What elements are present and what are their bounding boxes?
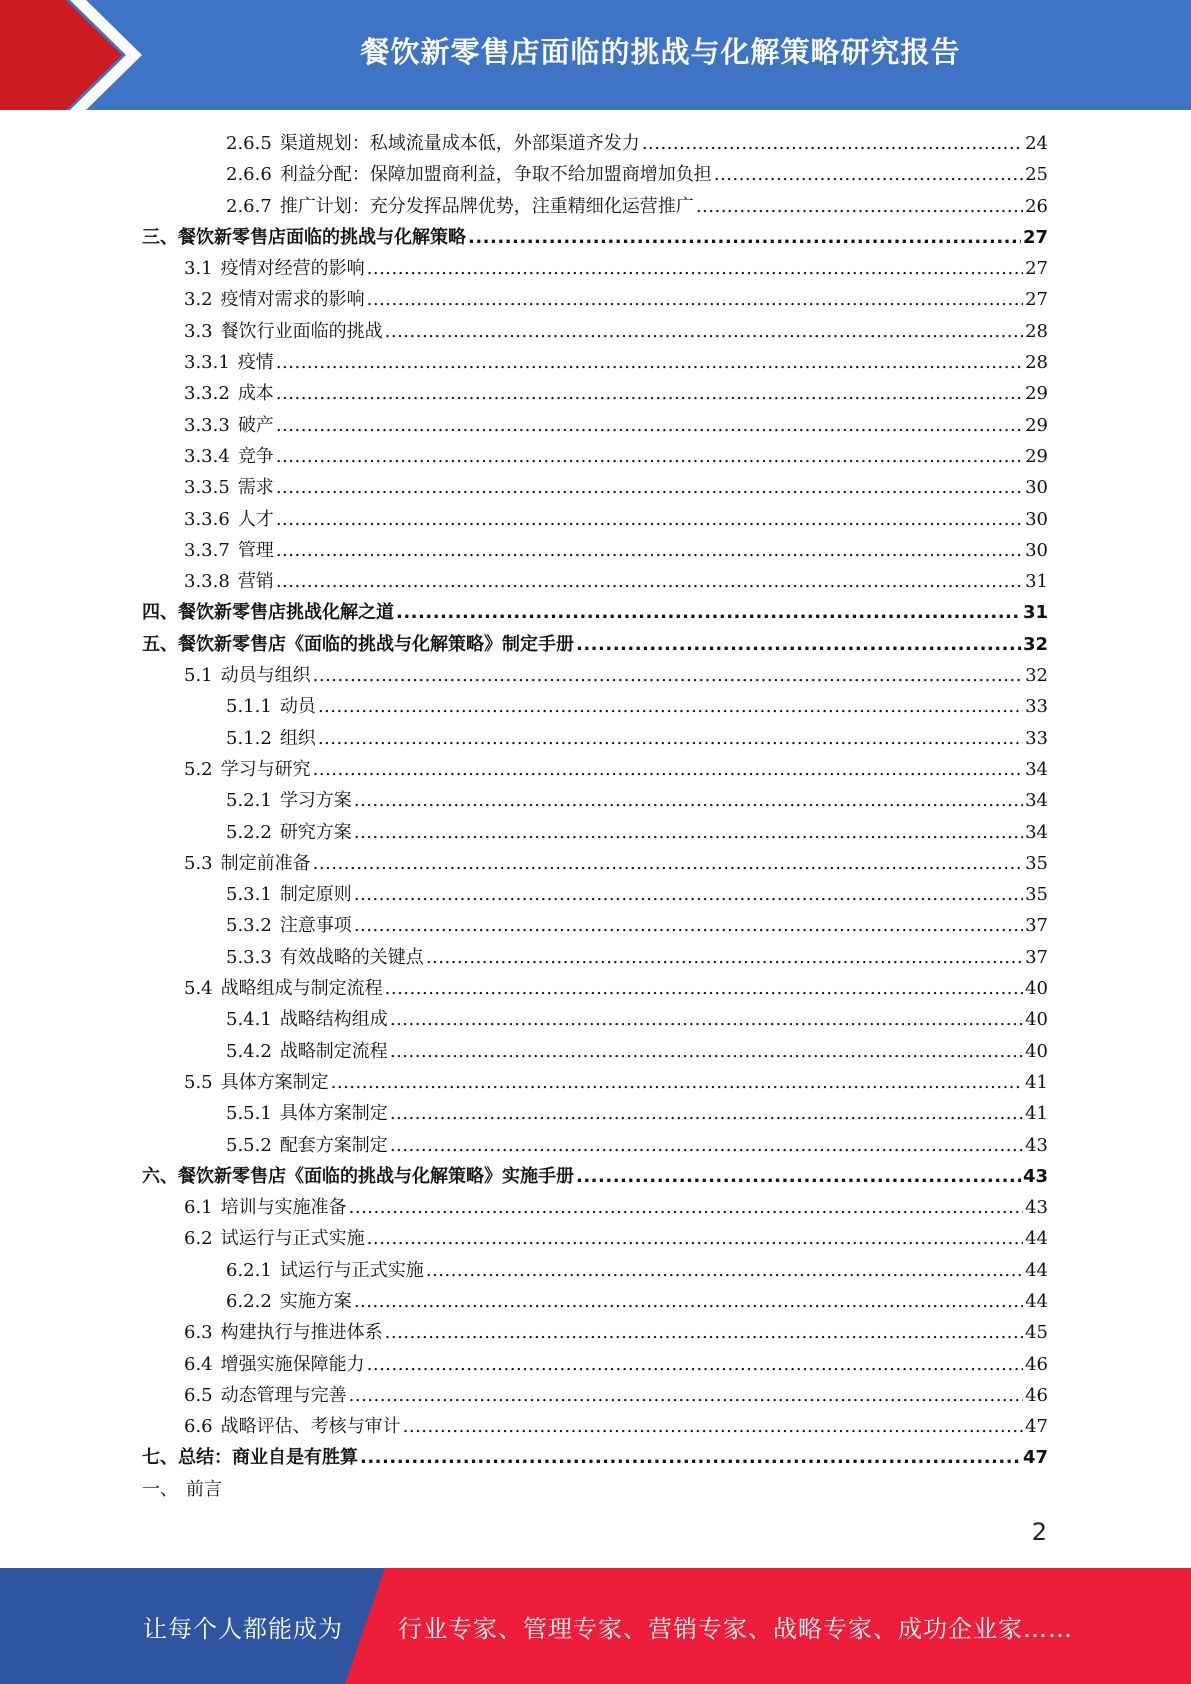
toc-entry-number: 6.1 — [184, 1197, 213, 1219]
toc-dot-leader — [385, 1317, 1023, 1348]
toc-entry-page: 29 — [1025, 414, 1048, 436]
toc-dot-leader — [354, 1286, 1023, 1317]
toc-entry-title: 有效战略的关键点 — [279, 946, 424, 968]
toc-entry[interactable] — [142, 1380, 1048, 1411]
toc-entry-page: 47 — [1025, 1416, 1048, 1438]
page-header — [0, 0, 1191, 110]
toc-entry-number: 五、 — [142, 633, 178, 655]
toc-entry-title: 组织 — [279, 727, 316, 749]
toc-entry[interactable] — [142, 1130, 1048, 1161]
toc-entry-page: 46 — [1025, 1384, 1048, 1406]
toc-entry-number: 3.2 — [184, 289, 213, 311]
toc-entry-title: 破产 — [237, 414, 274, 436]
toc-dot-leader — [354, 817, 1023, 848]
toc-dot-leader — [360, 1442, 1021, 1473]
toc-entry[interactable] — [142, 754, 1048, 785]
toc-dot-leader — [385, 973, 1023, 1004]
toc-entry-title: 利益分配：保障加盟商利益，争取不给加盟商增加负担 — [279, 164, 712, 186]
toc-entry-title: 战略结构组成 — [279, 1009, 388, 1031]
toc-dot-leader — [276, 504, 1023, 535]
toc-dot-leader — [349, 1192, 1023, 1223]
toc-dot-leader — [318, 691, 1023, 722]
toc-entry-number: 2.6.7 — [226, 195, 272, 217]
footer-slogan-left: 让每个人都能成为 — [143, 1614, 343, 1643]
toc-entry-number: 六、 — [142, 1165, 178, 1187]
toc-entry-number: 5.3.2 — [226, 915, 272, 937]
toc-entry-title: 需求 — [237, 477, 274, 499]
toc-dot-leader — [349, 1380, 1023, 1411]
toc-entry[interactable] — [142, 535, 1048, 566]
toc-entry-title: 研究方案 — [279, 821, 352, 843]
toc-entry-number: 5.2.1 — [226, 790, 272, 812]
toc-entry-page: 44 — [1025, 1228, 1048, 1250]
table-of-contents — [142, 128, 1048, 1505]
toc-entry-title: 培训与实施准备 — [220, 1197, 347, 1219]
toc-entry-number: 3.1 — [184, 258, 213, 280]
toc-entry-number: 3.3.3 — [184, 414, 230, 436]
toc-entry-page: 29 — [1025, 383, 1048, 405]
toc-entry-title: 人才 — [237, 508, 274, 530]
toc-entry[interactable] — [142, 1192, 1048, 1223]
toc-dot-leader — [367, 1223, 1023, 1254]
toc-entry-title: 注意事项 — [279, 915, 352, 937]
toc-entry-page: 35 — [1025, 852, 1048, 874]
toc-dot-leader — [576, 1161, 1021, 1192]
toc-entry-number: 3.3.5 — [184, 477, 230, 499]
toc-entry-number: 6.2 — [184, 1228, 213, 1250]
toc-entry-title: 增强实施保障能力 — [220, 1353, 365, 1375]
toc-entry-title: 动态管理与完善 — [220, 1384, 347, 1406]
toc-entry-title: 竞争 — [237, 445, 274, 467]
toc-entry-page: 37 — [1025, 915, 1048, 937]
toc-entry-title: 管理 — [237, 539, 274, 561]
toc-entry-number: 七、 — [142, 1447, 178, 1469]
toc-entry[interactable] — [142, 566, 1048, 597]
toc-entry-page: 31 — [1022, 602, 1048, 624]
toc-entry-number: 5.2.2 — [226, 821, 272, 843]
toc-entry-page: 27 — [1025, 258, 1048, 280]
toc-entry-page: 31 — [1025, 571, 1048, 593]
toc-entry-number: 5.5 — [184, 1071, 213, 1093]
toc-entry-number: 6.5 — [184, 1384, 213, 1406]
toc-entry-title: 餐饮新零售店面临的挑战与化解策略 — [178, 226, 466, 248]
toc-dot-leader — [354, 879, 1023, 910]
toc-entry[interactable] — [142, 191, 1048, 222]
toc-dot-leader — [276, 347, 1023, 378]
toc-entry-page: 34 — [1025, 821, 1048, 843]
page-footer — [0, 1568, 1191, 1684]
toc-entry-title: 餐饮新零售店《面临的挑战与化解策略》制定手册 — [178, 633, 574, 655]
toc-entry-number: 6.2.1 — [226, 1259, 272, 1281]
toc-entry-page: 26 — [1025, 195, 1048, 217]
toc-dot-leader — [403, 1411, 1023, 1442]
toc-entry-number: 5.4.1 — [226, 1009, 272, 1031]
toc-entry-number: 5.1.2 — [226, 727, 272, 749]
toc-entry-page: 32 — [1022, 633, 1048, 655]
toc-dot-leader — [276, 410, 1023, 441]
toc-entry-page: 34 — [1025, 758, 1048, 780]
toc-entry[interactable] — [142, 691, 1048, 722]
toc-entry-number: 3.3 — [184, 320, 213, 342]
toc-entry[interactable] — [142, 879, 1048, 910]
toc-entry-page: 34 — [1025, 790, 1048, 812]
toc-entry[interactable] — [142, 1286, 1048, 1317]
toc-entry-number: 三、 — [142, 226, 178, 248]
toc-entry-page: 44 — [1025, 1290, 1048, 1312]
toc-entry-title: 学习方案 — [279, 790, 352, 812]
toc-dot-leader — [318, 723, 1023, 754]
toc-entry-page: 28 — [1025, 320, 1048, 342]
toc-entry-number: 3.3.2 — [184, 383, 230, 405]
toc-entry-number: 2.6.6 — [226, 164, 272, 186]
toc-entry[interactable] — [142, 1098, 1048, 1129]
toc-entry-title: 制定前准备 — [220, 852, 311, 874]
toc-entry-number: 3.3.7 — [184, 539, 230, 561]
toc-entry[interactable] — [142, 253, 1048, 284]
toc-entry-page: 46 — [1025, 1353, 1048, 1375]
toc-dot-leader — [354, 785, 1023, 816]
toc-entry-page: 30 — [1025, 508, 1048, 530]
toc-entry-page: 24 — [1025, 133, 1048, 154]
toc-entry-title: 具体方案制定 — [279, 1103, 388, 1125]
toc-dot-leader — [426, 1255, 1023, 1286]
toc-dot-leader — [576, 629, 1021, 660]
toc-entry-number: 6.4 — [184, 1353, 213, 1375]
footer-slogan-right: 行业专家、管理专家、营销专家、战略专家、成功企业家…… — [398, 1614, 1073, 1643]
toc-entry-page: 32 — [1025, 665, 1048, 687]
toc-entry[interactable] — [142, 1004, 1048, 1035]
toc-dot-leader — [426, 942, 1023, 973]
toc-entry[interactable] — [142, 910, 1048, 941]
toc-entry-page: 29 — [1025, 445, 1048, 467]
toc-entry[interactable] — [142, 284, 1048, 315]
toc-entry-title: 餐饮行业面临的挑战 — [220, 320, 383, 342]
toc-entry-number: 3.3.1 — [184, 352, 230, 374]
toc-entry-page: 43 — [1022, 1165, 1048, 1187]
toc-entry-page: 27 — [1022, 226, 1048, 248]
toc-dot-leader — [367, 1349, 1023, 1380]
toc-entry[interactable] — [142, 347, 1048, 378]
toc-entry-title: 动员 — [279, 696, 316, 718]
toc-entry-page: 47 — [1022, 1447, 1048, 1469]
toc-entry[interactable] — [142, 597, 1048, 628]
toc-entry-page: 40 — [1025, 978, 1048, 1000]
toc-dot-leader — [313, 660, 1023, 691]
page-number: 2 — [1031, 1518, 1047, 1546]
toc-entry[interactable] — [142, 410, 1048, 441]
toc-entry-page: 45 — [1025, 1322, 1048, 1344]
toc-entry[interactable] — [142, 1067, 1048, 1098]
toc-entry-number: 3.3.4 — [184, 445, 230, 467]
toc-dot-leader — [276, 441, 1023, 472]
toc-entry-page: 41 — [1025, 1071, 1048, 1093]
toc-entry[interactable] — [142, 316, 1048, 347]
toc-entry-page: 33 — [1025, 696, 1048, 718]
toc-entry[interactable] — [142, 128, 1048, 159]
toc-entry-title: 具体方案制定 — [220, 1071, 329, 1093]
toc-entry-page: 30 — [1025, 477, 1048, 499]
toc-entry-number: 5.5.2 — [226, 1134, 272, 1156]
toc-dot-leader — [390, 1036, 1023, 1067]
toc-entry[interactable] — [142, 942, 1048, 973]
toc-dot-leader — [276, 472, 1023, 503]
toc-entry-title: 配套方案制定 — [279, 1134, 388, 1156]
toc-entry[interactable] — [142, 629, 1048, 660]
toc-dot-leader — [276, 378, 1023, 409]
toc-entry-title: 试运行与正式实施 — [220, 1228, 365, 1250]
toc-dot-leader — [331, 1067, 1023, 1098]
toc-entry-title: 制定原则 — [279, 884, 352, 906]
toc-entry[interactable] — [142, 1036, 1048, 1067]
toc-entry-number: 5.2 — [184, 758, 213, 780]
toc-entry-number: 6.3 — [184, 1322, 213, 1344]
toc-entry-number: 5.3.3 — [226, 946, 272, 968]
toc-entry-page: 44 — [1025, 1259, 1048, 1281]
toc-entry[interactable] — [142, 1255, 1048, 1286]
toc-entry-number: 5.3.1 — [226, 884, 272, 906]
toc-entry-title: 试运行与正式实施 — [279, 1259, 424, 1281]
toc-dot-leader — [313, 754, 1023, 785]
toc-dot-leader — [390, 1004, 1023, 1035]
toc-entry-title: 战略制定流程 — [279, 1040, 388, 1062]
toc-entry-title: 构建执行与推进体系 — [220, 1322, 383, 1344]
toc-entry-number: 一、 — [142, 1478, 178, 1500]
toc-entry[interactable] — [142, 1223, 1048, 1254]
toc-entry-title: 疫情对经营的影响 — [220, 258, 365, 280]
toc-entry[interactable] — [142, 504, 1048, 535]
toc-entry[interactable] — [142, 472, 1048, 503]
toc-entry-number: 2.6.5 — [226, 133, 272, 154]
toc-entry-title: 战略评估、考核与审计 — [220, 1416, 401, 1438]
toc-entry-title: 营销 — [237, 571, 274, 593]
toc-entry-title: 推广计划：充分发挥品牌优势，注重精细化运营推广 — [279, 195, 694, 217]
toc-entry-number: 5.1 — [184, 665, 213, 687]
toc-entry-page: 30 — [1025, 539, 1048, 561]
toc-entry-page: 27 — [1025, 289, 1048, 311]
toc-entry-number: 5.1.1 — [226, 696, 272, 718]
toc-entry[interactable] — [142, 723, 1048, 754]
toc-dot-leader — [385, 316, 1023, 347]
toc-entry-number: 3.3.8 — [184, 571, 230, 593]
toc-entry-page: 33 — [1025, 727, 1048, 749]
toc-dot-leader — [313, 848, 1023, 879]
toc-entry-title: 疫情 — [237, 352, 274, 374]
toc-entry-title: 渠道规划：私域流量成本低，外部渠道齐发力 — [279, 133, 640, 154]
toc-entry-title: 动员与组织 — [220, 665, 311, 687]
toc-entry[interactable] — [142, 159, 1048, 190]
toc-entry-number: 5.4.2 — [226, 1040, 272, 1062]
toc-entry-page: 40 — [1025, 1009, 1048, 1031]
toc-entry-title: 总结：商业自是有胜算 — [178, 1447, 358, 1469]
toc-entry[interactable] — [142, 378, 1048, 409]
toc-entry[interactable] — [142, 660, 1048, 691]
toc-entry-title: 实施方案 — [279, 1290, 352, 1312]
toc-dot-leader — [390, 1130, 1023, 1161]
toc-entry[interactable] — [142, 817, 1048, 848]
toc-entry-number: 5.3 — [184, 852, 213, 874]
toc-entry-number: 6.2.2 — [226, 1290, 272, 1312]
toc-dot-leader — [468, 222, 1021, 253]
toc-entry-title: 学习与研究 — [220, 758, 311, 780]
toc-dot-leader — [396, 597, 1021, 628]
toc-entry[interactable] — [142, 1317, 1048, 1348]
toc-dot-leader — [354, 910, 1023, 941]
red-chevron-decoration — [0, 0, 150, 110]
toc-entry[interactable] — [142, 1442, 1048, 1473]
toc-entry-title: 战略组成与制定流程 — [220, 978, 383, 1000]
toc-entry-page: 35 — [1025, 884, 1048, 906]
toc-entry-number: 5.4 — [184, 978, 213, 1000]
toc-entry-page: 25 — [1025, 164, 1048, 186]
toc-entry-number: 6.6 — [184, 1416, 213, 1438]
toc-entry-page: 28 — [1025, 352, 1048, 374]
toc-dot-leader — [642, 128, 1023, 159]
toc-entry-page: 43 — [1025, 1134, 1048, 1156]
toc-dot-leader — [367, 284, 1023, 315]
toc-dot-leader — [714, 159, 1023, 190]
toc-entry-title: 餐饮新零售店《面临的挑战与化解策略》实施手册 — [178, 1165, 574, 1187]
toc-entry[interactable] — [142, 973, 1048, 1004]
toc-entry-page: 43 — [1025, 1197, 1048, 1219]
toc-entry-number: 5.5.1 — [226, 1103, 272, 1125]
toc-entry-page: 37 — [1025, 946, 1048, 968]
toc-entry-page: 41 — [1025, 1103, 1048, 1125]
toc-entry-title: 前言 — [186, 1478, 222, 1500]
toc-entry[interactable] — [142, 1161, 1048, 1192]
toc-dot-leader — [367, 253, 1023, 284]
toc-entry[interactable] — [142, 1411, 1048, 1442]
toc-entry-number: 四、 — [142, 602, 178, 624]
toc-entry[interactable] — [142, 441, 1048, 472]
toc-entry[interactable] — [142, 1474, 1048, 1505]
toc-dot-leader — [390, 1098, 1023, 1129]
toc-dot-leader — [696, 191, 1023, 222]
toc-dot-leader — [276, 535, 1023, 566]
toc-entry[interactable] — [142, 848, 1048, 879]
toc-entry[interactable] — [142, 222, 1048, 253]
toc-entry[interactable] — [142, 785, 1048, 816]
report-title: 餐饮新零售店面临的挑战与化解策略研究报告 — [360, 34, 961, 69]
toc-dot-leader — [276, 566, 1023, 597]
toc-entry-title: 成本 — [237, 383, 274, 405]
toc-entry[interactable] — [142, 1349, 1048, 1380]
toc-entry-title: 疫情对需求的影响 — [220, 289, 365, 311]
toc-entry-page: 40 — [1025, 1040, 1048, 1062]
toc-entry-title: 餐饮新零售店挑战化解之道 — [178, 602, 394, 624]
toc-entry-number: 3.3.6 — [184, 508, 230, 530]
